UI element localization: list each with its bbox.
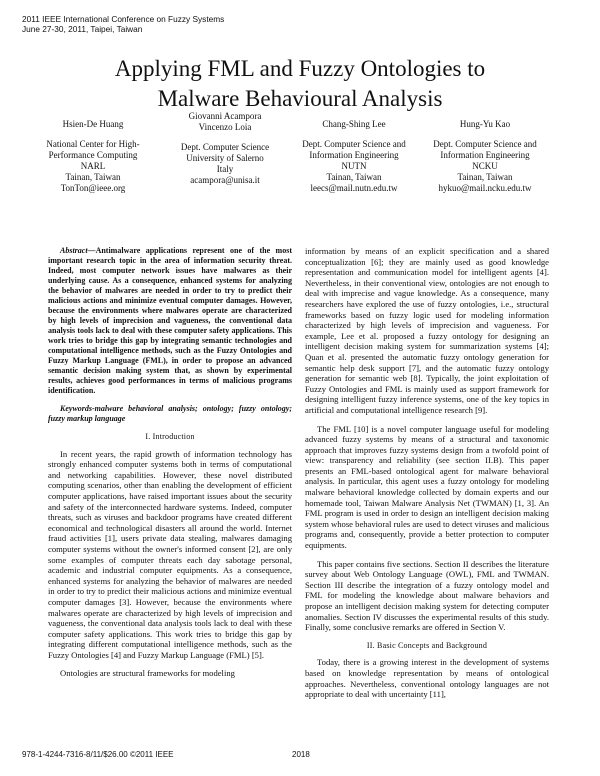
paper-title — [0, 54, 600, 114]
author-affiliation: NARL — [80, 161, 106, 171]
author-name: Giovanni Acampora — [188, 111, 262, 121]
author-location: Italy — [216, 164, 234, 174]
footer-copyright: 978-1-4244-7316-8/11/$26.00 ©2011 IEEE — [22, 750, 174, 759]
left-column — [48, 246, 292, 687]
conference-date: June 27-30, 2011, Taipei, Taiwan — [22, 24, 143, 34]
paragraph: Ontologies are structural frameworks for modeling — [60, 668, 235, 679]
title-line-1: Applying FML and Fuzzy Ontologies to — [114, 56, 486, 81]
conference-header — [22, 14, 224, 34]
paragraph: The FML [10] is a novel computer language useful for modeling advanced fuzzy systems by means of a structural and taxonomic approach that improves fuzzy systems design from a twofold point of view: transparency and reliability (see section II.B). This paper presents an FML-based ontological agent for malware behavioral analysis. In particular, this agent uses a fuzzy ontology for modeling malware behavioral knowledge collected by domain experts and our homemade tool, Taiwan Malware Analysis Net (TWMAN) [1, 3]. An FML program is used in order to design an intelligent decision making system whose behavioral rules are used to detect viruses and malicious programs and, consequently, provide a better protection to computer equipments. — [305, 423, 549, 551]
author-name: Chang-Shing Lee — [322, 119, 386, 129]
author-name: Vincenzo Loia — [198, 122, 252, 132]
author-location: Tainan, Taiwan — [65, 172, 121, 182]
author-block — [410, 119, 560, 194]
section-heading-background: II. Basic Concepts and Background — [366, 640, 488, 650]
section-heading-introduction: I. Introduction — [145, 432, 195, 441]
keywords — [48, 404, 292, 424]
keywords-label: Keywords- — [60, 404, 95, 413]
author-block — [150, 111, 300, 186]
author-affiliation: Information Engineering — [309, 150, 399, 160]
right-column — [305, 246, 549, 708]
author-affiliation: Dept. Computer Science — [180, 142, 270, 152]
author-affiliation: National Center for High- — [46, 139, 140, 149]
author-affiliation: Dept. Computer Science and — [302, 139, 406, 149]
abstract-label: Abstract— — [60, 246, 96, 255]
abstract — [48, 246, 292, 396]
author-affiliation: Performance Computing — [48, 150, 138, 160]
abstract-text: Antimalware applications represent one of the most important research topic in the area of information security threat. Indeed, most computer network issues have malwares as their underlying cause. As a consequence, enhanced systems for analyzing the behavior of malwares are needed in order to try to predict their malicious actions and minimize eventual computer damages. However, because the environments where malwares operate are characterized by high levels of imprecision and vagueness, the conventional data analysis tools lack to deal with these computer safety applications. This work tries to bridge this gap by integrating semantic technologies and computational intelligence methods, such as the Fuzzy Ontologies and Fuzzy Markup Language (FML), in order to propose an advanced semantic decision making system that, as shown by experimental results, achieves good performances in terms of malicious programs identification. — [48, 246, 292, 395]
author-email: leecs@mail.nutn.edu.tw — [310, 183, 398, 193]
paragraph: This paper contains five sections. Section II describes the literature survey about Web Ontology Language (OWL), FML and TWMAN. Section III describe the integration of a fuzzy ontology model and FML for modeling the knowledge about malware behaviors and propose an intelligent decision making system for detecting computer anomalies. Section IV discusses the experimental results of this study. Finally, some conclusive remarks are offered in Section V. — [305, 558, 549, 633]
page-number: 2018 — [292, 750, 310, 759]
title-line-2: Malware Behavioural Analysis — [157, 86, 443, 111]
author-block — [18, 119, 168, 194]
paragraph: Today, there is a growing interest in the development of systems based on knowledge representation by means of ontological approaches. Nevertheless, conventional ontology languages are not appropriate to deal with uncertainty [11], — [305, 657, 549, 700]
author-affiliation: NCKU — [472, 161, 498, 171]
author-email: TonTon@ieee.org — [60, 183, 126, 193]
author-affiliation: Dept. Computer Science and — [433, 139, 537, 149]
keywords-text: malware behavioral analysis; ontology; fuzzy ontology; fuzzy markup language — [48, 404, 292, 423]
author-affiliation: NUTN — [341, 161, 367, 171]
author-affiliation: University of Salerno — [186, 153, 264, 163]
author-location: Tainan, Taiwan — [457, 172, 513, 182]
author-name: Hung-Yu Kao — [459, 119, 511, 129]
author-affiliation: Information Engineering — [440, 150, 530, 160]
author-block — [279, 119, 429, 194]
author-email: hykuo@mail.ncku.edu.tw — [438, 183, 532, 193]
author-name: Hsien-De Huang — [62, 119, 124, 129]
author-email: acampora@unisa.it — [190, 175, 260, 185]
conference-name: 2011 IEEE International Conference on Fuzzy Systems — [22, 14, 225, 24]
paragraph: In recent years, the rapid growth of information technology has strongly enhanced computer systems both in terms of computational and networking capabilities. However, these novel distributed computing scenarios, other than enabling the development of efficient computer applications, have raised important issues about the security and safety of the interconnected hardware systems. Indeed, computer threats, such as viruses and backdoor programs have created different economical and technological disasters all around the world. Internet fraud activities [1], users private data stealing, malwares damaging computer systems without the owner's informed consent [2], are only some examples of computer threats each day sabotage personal, academic and industrial computer equipments. As a consequence, enhanced systems for analyzing the behavior of malwares are needed in order to try to predict their malicious actions and minimize eventual computer damages [3]. However, because the environments where malwares operate are characterized by high levels of imprecision and vagueness, the conventional data analysis tools lack to deal with these computer safety applications. This work tries to bridge this gap by integrating different computational intelligence methods, such as the Fuzzy Ontologies [4] and Fuzzy Markup Language (FML) [5]. — [48, 448, 292, 660]
paragraph: information by means of an explicit specification and a shared conceptualization [6]; they are mainly used as good knowledge representation and communication model for intelligent agents [4]. Nevertheless, in their conventional view, ontologies are not enough to deal with imprecise and vague knowledge. As a consequence, many researchers have explored the use of fuzzy ontologies, i.e., structural frameworks based on fuzzy logic used for modeling information characterized by high levels of imprecision and vagueness. For example, Lee et al. proposed a fuzzy ontology for designing an intelligent decision making system for summarization systems [4]; Quan et al. presented the automatic fuzzy ontology generation for semantic help desk support [7], and the automatic fuzzy ontology generation for semantic web [8]. Typically, the joint exploitation of Fuzzy Ontologies and FML is mainly used as support framework for designing intelligent fuzzy inference systems, one of the key topics in artificial and computational intelligence research [9]. — [305, 246, 549, 415]
author-location: Tainan, Taiwan — [326, 172, 382, 182]
